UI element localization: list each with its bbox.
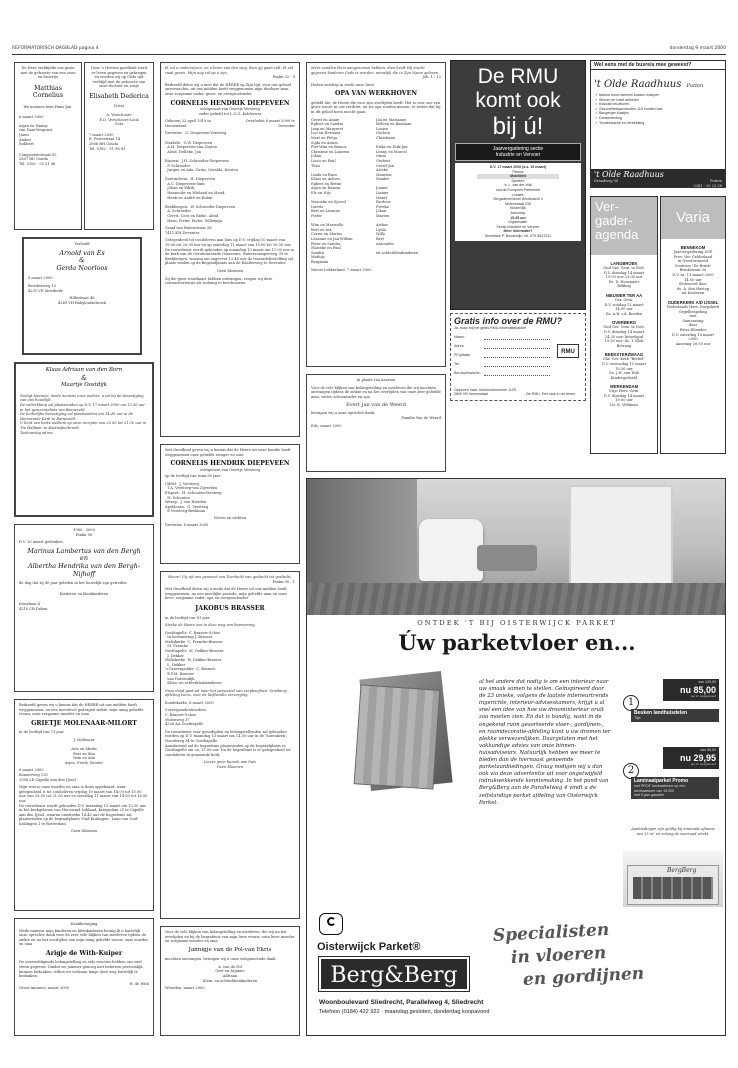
coupon-field-label: PC/plaats: — [454, 353, 471, 357]
offer-disclaimer: Aanbiedingen zijn geldig bij minimale afname van 25 m² en zolang de voorraad strekt. — [631, 827, 715, 836]
parket-body: al het andere dat nodig is om een interieur naar uw smaak samen te stellen. Geïnspireerd door de 23 unieke, volgens de laatste interieurtrends ingerichte, interieur-adviseskamers, krijgt u al snel een idee van hoe uw droominterieur eruit zou moeten zien. En dat is handig, want in de ongekend ruim gesorteerde vloer-, gordijnen-, en raamdecoratie-afdeling kunt u uw dromen ter plekke verwezenlijken. Daargelaten met het vakkundige advies van onze binnen-huisadviseurs. Natuurlijk hebben we meer te bieden dan de hiernaast genoemde parketaanbiedingen. Graag nodigen wij u dan ook via deze advertentie uit voor ongetwijfeld indrukwekkende kennismaking. In het pand van Berg&Berg aan de Parallelweg 4 vindt u de zelfstandige parket afdeling van Oisterwijck Parket. — [479, 679, 611, 806]
oisterwijck-brand-line: Oisterwijck Parket® — [317, 941, 421, 953]
agenda-details: Oud Ger. Gem. in Ned. D.V. dinsdag 14 maart 14.30 uur: broedspul 19.30 uur: ds. T. Klok Retraag — [603, 325, 645, 348]
death-notice-molenaar: Bedroefd geven wij u kennis dat de HEERE uit ons midden heeft weggenomen, na een moeitevol gedragen ziekte, mijn innig geliefde vrouw, onze zorgzame moeder en oma GRIETJE MOLENAAR-MILORT in de leeftijd van 73 jaar. J. Molenaar Arie en Mieke Bert en Sita Wim en Ada Arjen, Freek, Wouter 6 maart 2000 Bonnerweg 135 2908 LE Capelle aan den IJssel Mijn vrouw, onze moeder en oma is thuis opgebaard, waar gelegenheid is tot condoleren vrijdag 10 maart van 14.00 tot 15.00 uur, van 19.30 tot 21.00 uur en zaterdag 11 maart van 14.00 tot 16.00 uur. De rouwdienst wordt gehouden D.V. maandag 13 maart om 13.30 uur in het kerkgebouw van Hervormd Lekland, Kringsdam 25 te Capelle aan den IJssel, waarna omstreeks 14.45 uur de begrafenis zal plaatsvinden op de begraafplaats 'Oud-Kralingen', Laan van Oud-Kralingen 1 te Rotterdam. Geen bloemen — [14, 699, 154, 911]
brand-suffix: Putten — [686, 83, 704, 89]
coupon-field-line[interactable] — [484, 345, 550, 349]
rmu-title: De RMU komt ook bij ú! — [475, 65, 561, 140]
death-notice-diepeveen: Ik zal u onderwijzen, en u leren van den weg, dien gij gaan zult; Ik zal raad geven, Mijn oog zal op u zijn. Psalm 32 : 8 Bedroefd delen wij u mee dat de HEERE op Zijn tijd, voor ons geheel onverwachts, uit ons midden heeft weggenomen mijn dierbare man, onze zorgzame vader, groot- en overgrootvader CORNELIS HENDRIK DIEPEVEEN echtgenoot van Geertje Versteeg ouder geliefd tot L.G.G. Kolderwer Geboren 22 april 1919 in Veenendaal Overleden 8 maart 2000 te Deventer Deventer: G. Diepeveen-Versteeg Markelo: G.W. Diepeveen A.H. Diepeveen-van Zuylen Aleid, Nelleke, Jan Rijssen: J.H. Schrooder-Diepeveen P. Schrooder Jurgen en Ada, Carin, Geralda, Kirsten Doetinchem: H. Diepeveen A.C. Diepeveen-Smit Johan en Edith, Hannecke en Wieland en Maud, Heidi en André en Robin Beekbergen: W. Schroeder-Diepeveen A. Schroeder Gerrit, Cees en Rieke, Aleid, Hans, Pieter, Pieter, Willemijn Graaf van Burenstraat 26 7411 KW Deventer Gelegenheid tot condoleren aan huis op D.V. vrijdag 10 maart van 19.00 tot 20.30 uur en op zaterdag 11 maart van 15.00 tot 16.30 uur. De rouwdienst wordt gehouden op maandag 13 maart om 11.00 uur in de kerk van de Gereformeerde Gemeente, Ruiterscamperweg 39 te Beekbergen, waarna om ongeveer 12.45 uur de teraardebestelling zal plaats vinden op de Begraafplaats aan de Raalterweg te Deventer. Geen bloemen Zij die geen rouwkaart hebben ontvangen, vragen wij deze rouwadvertentie als zodanig te beschouwen. — [160, 62, 300, 437]
agenda-details: Jaarvergadering SGP Prev. Ver. Gelderland in Gereformeerd Centrum "De Brink" Brinkstraat 20 D.V. za. 11 maart 2000 14.00 uur Slotwoord door ds. A. den Hartog uit Kesteren — [672, 250, 714, 296]
offer-1-price-tag: van 125,00 nu 85,00 per m² meegeleverd — [663, 679, 719, 701]
agenda-details: Vrije Herv. Gem. D.V. dinsdag 14 maart 19.00 uur Ds. K. Veldman — [603, 389, 645, 408]
coupon-field[interactable] — [454, 340, 550, 349]
coupon-field[interactable] — [454, 349, 550, 358]
coupon-field[interactable] — [454, 358, 550, 367]
bus-list-item: ✓ Baugerger Kaatjes — [595, 111, 629, 116]
anniversary-announcement: 1960 · 2000 Psalm 90 D.V. 10 maart gedenken Marinus Lambertus van den Bergh en Albertha Hendrika van den Bergh-Nijhoff de dag dat zij 40 jaar geleden in het huwelijk zijn getreden. Kinderen en kleinkinderen Irenelaan 4 4215 CB Dalem — [14, 524, 154, 692]
agenda-details: Ger. Gem. D.V. zondag 12 maart 14.00 uur Ds. A.B. v.d. Boeden — [604, 297, 644, 316]
wedding-announcement: Klaas Adriaan van den Born & Maartje Oostdijk Nodigt hiermee, mede namens onze ouders, u uit bij de bevestiging van ons huwelijk. De voltrekking zal plaatsvinden op D.V. 17 maart 2000 om 13.30 uur in het gemeentehuis van Barneveld. De kerkelijke bevestiging zal plaatsvinden om 14.45 uur in de Hervormde Kerk te Barneveld. U bent van harte welkom op onze receptie van 20.00 tot 21.30 uur in 'De Halfaan' te Kootwijkerbroek. Toekomstig adres: — [14, 362, 154, 517]
offer-2-number: 2 — [623, 763, 639, 779]
agenda-place: OUDERKERK A/D IJSSEL — [667, 299, 719, 305]
varia-agenda — [660, 196, 726, 454]
offer-2-name: Laminaatparket Promo met PROF laminaatvloer op een laminaatvloer van 15.000 met 5 jaar garantie — [631, 777, 719, 799]
offer-2-price-tag: van 55,00 nu 29,95 per m² meegeleverd — [663, 747, 719, 769]
offer-1-name: Beuken landhuisdelen Tilja — [631, 709, 719, 722]
bus-list-item: ✓ Dansenkeding — [595, 115, 622, 120]
oisterwijck-logo-icon — [319, 913, 343, 935]
bus-list-item: ✓ Kosnale-reuzburen — [595, 102, 630, 107]
coupon-field[interactable] — [454, 367, 550, 376]
varia-title: Varia — [676, 209, 710, 226]
agenda-place: NIEUWER TER AA — [605, 292, 643, 298]
agenda-place: BEEKSTERZWAAG — [604, 352, 644, 358]
page-header-right: donderdag 9 maart 2000 — [669, 46, 726, 51]
offer-1-number: 1 — [623, 695, 639, 711]
interior-photo — [307, 479, 726, 615]
agenda-place: BENNEKOM — [680, 245, 706, 250]
bus-list-item: ✓ Marina woon wekens bussen maepen — [595, 93, 660, 97]
olde-raadhuus-advertisement: Wel eens met de busreis mee geweest? 't Olde Raadhuus Putten ✓ Marina woon wekens bussen maepen ✓ Wonen en hotel artikelen ✓ Kosnale-reuzburen ✓ Gezondheidsproducten 110 kruiden bas ✓ Baugerger Kaatjes ✓ Dansenkeding ✓ Tondebrotzhe en vertrekking 't Olde Raadhuus Draadweg 56 Putten 0341 - 35 23 38 — [590, 60, 726, 188]
coupon-field-label: Tel: — [454, 362, 460, 366]
store-sign: BergBerg — [667, 867, 697, 874]
page-header-left: REFORMATORISCH DAGBLAD pagina 4 — [12, 46, 99, 51]
brand-name-footer: 't Olde Raadhuus — [594, 170, 664, 179]
coupon-field-line[interactable] — [484, 336, 550, 340]
birth-announcement-matthias: De Here verblijdde ons gezin met de geboorte van een zoon en broertje Matthias Cornelius We noemen hem Hans-Jan. 6 maart 2000 Arjan en Hanny van Dam-Vergunst Jaren Amber Robbert Compostelrstraat 82 2807 RD Gouda Tel. 0182 - 52 51 96 — [14, 62, 82, 230]
parket-tagline: ONTDEK 'T BIJ OISTERWIJCK PARKET — [417, 619, 617, 627]
bus-list-item: ✓ Gezondheidsproducten 110 kruiden bas — [595, 106, 663, 111]
agenda-details: Nederlands Herv. Dorpskerk Orgelbespeling met Samenzang door Peter Eilander D.V. zaterdag 18 maart 2000 Aanvang 20.00 uur — [666, 304, 720, 346]
coupon-field-label: Beroep/branche: — [454, 371, 481, 375]
coupon-field-line[interactable] — [484, 372, 550, 376]
deceased-name: OPA VAN WERKHOVEN — [335, 90, 417, 98]
bus-question: Wel eens met de busreis mee geweest? — [591, 61, 725, 70]
offer-1 — [623, 679, 719, 741]
agenda-place: LANGBROEK — [610, 261, 638, 266]
store-address: Woonboulevard Sliedrecht, Parallelweg 4, Sliedrecht — [319, 999, 484, 1006]
rmu-logo: RMU — [557, 344, 579, 358]
berg-berg-logo: Berg&Berg — [319, 957, 469, 991]
birth-name: Elisabeth Dederica — [89, 92, 149, 100]
coupon-field-label: Adres: — [454, 344, 465, 348]
agenda-place: WERKENDAM — [609, 384, 639, 390]
coupon-field[interactable] — [454, 331, 550, 340]
death-notice-brasser: Heere! Gij zijt ons geweest een Toevlucht van geslacht tot geslacht. Psalm 90 : 1 Met droefheid delen wij u mede dat de Heere uit ons midden heeft weggenomen, na een moeilijke periode, mijn geliefde man en onze lieve, zorgzame vader, opa en overgrootvader JAKOBUS BRASSER in de leeftijd van 81 jaar. Sterke de Heere ons in deze weg van beproeving. Oosthapelle C. Brasser-Schoe In herinnering J. Brasser Meliskerke C. Francke-Brasser M. Francke Oosthapelle M. Dekker-Brasser J. Dekker Meliskerke W. Dekker-Brasser L. Dekker 's-Gravenpolder C. Brasser E.P.M. Brasser- van Duivendijk Klein- en achterkleinkinderen Onze dood gaat uit naar het personeel van verpleeghuis 'Oostburg', afdeling Ivens, voor de liefdevolle verzorging. Koudekerke, 8 maart 2000 Correspondentieadres: C. Brasser-Schoe Molenweg 37 4326 AA Oosthapelle De rouwdienst voor genodigden en belangstellenden zal gehouden worden op D.V. maandag 13 maart om 14.00 uur in de 'Sarenkerk', Noordweg 34 te Oosthapelle. Aansluitend zal de begrafenis plaatsvinden op de begraafplaats te Oosthapelle om ca. 15.00 uur. Na de begrafenis is er gelegenheid tot condoleren in genoemde kerk. Liever geen bezoek aan huis Geen bloemen — [160, 571, 300, 919]
death-notice-van-werkhoven: Meer zandlen Hem aangenomen hebben, dien heeft Hij macht gegeven kinderen Gods te worden, namelijk die in Zijn Naam geloven. Joh. 1 : 12 Heden ontsliep in vrede onze lieve OPA VAN WERKHOVEN geliefd die, de Heere die voor zijn overlijden heeft. Het is voor ons een grote troost in ons verdriet, nu we opa zouden missen, te weten dat hij in dit geloof heen mocht gaan. Gerrit en Annie Egbert en Sandra Jaap en Margreet Leo en Hermien Mart en Pietja Sijda en Anton Piet-Wim en Bianca Christine en Laurens Johan Linco en Paul Theo Linda en Ravo Klaas en Arleen Egbert en Bettie Arjan en Ramon Els en Nijs Maroeke en Sjoerd Lisette Bert en Lisanne Pieter Wim en Marieolle Bert en Ina Corrie en Martin Losanne en Jan-Willem Peter en Sandra Marieke en Paul Sandra Mathijs Benjamin Jan en Marianne Heleen en Bastiaan Louise Gochen Christiaan Erika en Dirk-Jan Lenny en Marcel Omm Gerbert Gerrit-Jan Arieke Maarten Sander Joanet Lianne Maart Pardeus Freeka Johan Marten Arthur Lydia Willy Bert Antoniëte en achterkleinkinderen Nieuw-Lekkerland, 7 maart 2000 — [306, 62, 446, 367]
coupon-field-label: Naam: — [454, 335, 465, 339]
coupon-field-line[interactable] — [484, 363, 550, 367]
parquet-samples-image — [357, 675, 453, 793]
thanks-notice-van-de-weerd: In plaats van kaarten Voor de vele blijken van belangstelling en meeleven die wij mochten ontvangen tijdens de ziekte en na het overlijden van onze zeer geliefde man, vader, schoonvader en opa Evert Jan van de Weerd betuigen wij u onze oprechte dank. Familie Van de Weerd Ede, maart 2000 — [306, 374, 446, 472]
deceased-name: JAKOBUS BRASSER — [195, 604, 265, 612]
rmu-info-coupon: Gratis info over de RMU? Ja, stuur mij het gratis RMU-informatiepakket Naam: Adres: PC/plaats: Tel: Beroep/branche: RMU Opsturen naar: Antwoordnummer 1125 2800 VB Veenendaal De RMU. Een stuk in uw leven. — [450, 313, 586, 401]
slogan: Specialisten in vloeren en gordijnen — [492, 919, 645, 990]
bus-list-item: ✓ Wonen en hotel artikelen — [595, 97, 639, 102]
rmu-advertisement: De RMU komt ook bij ú! Jaarvergadering sectie Industrie en Vervoer D.V. 17 maart 2000 (a.s. 19 maart) Thema: Mobiliteit Spreker: Ir. L. van der Wal oud-lid Europees Parlement Locatie: Vergadercentrum Windkracht 4 Molenstraat 235 Kinderdijk Aanvang: 19.45 uur Organisatie: Sectie Industrie en Vervoer Meer informatie? Secretaris P. Boudewijn, tel. 079-5617012 — [450, 60, 586, 310]
coupon-field-line[interactable] — [484, 354, 550, 358]
agenda-place: OVERBERG — [612, 320, 636, 326]
birth-announcement-elisabeth: Door 's Heeren goedheid werd er leven gegeven en gekregen en worden wij op Gods tijd verblijd met de geboorte van onze dochter en zusje Elisabeth Dederica (Lisa) A. Verschoore E.D. Verschoore-Look Cota 7 maart 2000 B. Festestraat 14 2806 BH Gouda Tel. 0182 - 51 98 81 — [84, 62, 154, 230]
deceased-name: CORNELIS HENDRIK DIEPEVEEN — [170, 99, 290, 107]
death-notice-diepeveen-family: Met droefheid geven wij u kennis dat de Heere uit onze familie heeft weggenomen onze geliefde zwager en oom CORNELIS HENDRIK DIEPEVEEN echtgenoot van Geertje Versteeg op de leeftijd van ruim 80 jaar Uddel: J. Versteeg T.A. Versteeg-van Zijverden Elspeet: H. Schouten-Versteeg H. Schouten Wezep: J. van Hierden Apeldoorn: G. Versteeg E.Versteeg-Beekman Neven en nichten Deventer, 8 maart 2000 — [160, 444, 300, 564]
agenda-details: Chr. Ger. Kerk "Bethel" D.V. woensdag 15 maart 19.30 uur Ds. J.H. van Dijk Kindergedeeld — [601, 357, 647, 380]
bus-list-item: ✓ Tondebrotzhe en vertrekking — [595, 120, 645, 125]
store-phone: Telefoon (0184) 422 922 · maandag gesloten, donderdag koopavond — [319, 1009, 490, 1015]
deceased-name: GRIETJE MOLENAAR-MILORT — [31, 719, 137, 727]
vergader-agenda — [590, 196, 658, 454]
thanks-notice-van-de-pol: Voor de vele blijken van belangstelling en meeleven, die wij na het overlijden en bij de begrafenis van mijn lieve vrouw, onze lieve moeder en zorgzame moeder en oma Jannigje van de Pol-van Ekris mochten ontvangen, betuigen wij u onze welgemeende dank. A. van de Pol Gert en Arjanne Adriaan Klein- en achterkleinkinderen Woerden, maart 2000 — [160, 926, 300, 1036]
agenda-details: Oud Ger. Gem. in Ned. D.V. dinsdag 14 maart 19.00 uur-23.00 uur Ds. D. Hoornaert Bekkog — [603, 266, 645, 289]
birth-name: Matthias Cornelius — [32, 84, 64, 100]
coupon-title: Gratis info over de RMU? — [454, 316, 563, 326]
rmu-banner: Jaarvergadering sectie Industrie en Vervoer — [455, 143, 581, 161]
parket-advertisement — [306, 478, 726, 1036]
offer-2 — [623, 747, 719, 823]
agenda-title: Ver- gader- agenda — [595, 199, 639, 242]
thanks-notice-de-with: Dankbetuiging Mede namens mijn kinderen en kleinkinderen betuig ik u hartelijk onze oprechte dank voor de zeer vele blijken van meeleven tijdens de ziekte en na het overlijden van mijn innig geliefde vrouw, onze moeder en oma Arigje de With-Kuiper De overweldigende belangstelling en vele reacties hebben ons veel steun gegeven. Omdat we jammer genoeg niet iedereen persoonlijk kunnen bedanken, willen we volstaan langs deze weg hartelijk te bedanken. H. de With Groot-Ammers, maart 2000 — [14, 918, 154, 1036]
parket-headline: Úw parketvloer en... — [398, 630, 636, 655]
brand-name: 't Olde Raadhuus — [594, 79, 682, 90]
header-rule — [12, 54, 726, 55]
engagement-announcement: Verloofd Arnold van Es & Gerda Noorloos 8 maart 2000 Broekseweg 12 4231 VE Meerkerk Hillestraat 48 4269 VH Babyloniënbroek — [22, 237, 142, 355]
store-building-image — [623, 851, 723, 907]
